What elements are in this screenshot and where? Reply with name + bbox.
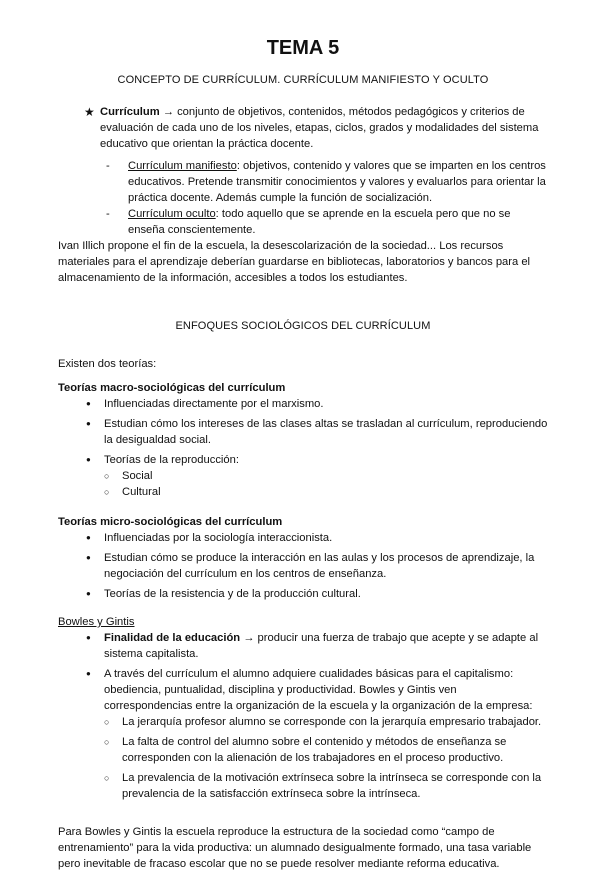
micro-heading: Teorías micro-sociológicas del currículum — [58, 516, 283, 528]
list-item: ● Teorías de la reproducción: ○ Social ○ Cultural — [86, 452, 548, 500]
macro-list — [58, 396, 548, 500]
circle-bullet-icon: ○ — [104, 487, 110, 497]
list-item: ● Finalidad de la educación → producir una fuerza de trabajo que acepte y se adapte al sistema capitalista. — [86, 632, 539, 660]
bullet-icon: ● — [86, 553, 91, 562]
curriculum-types-list — [106, 158, 548, 238]
list-item: ● Influenciadas directamente por el marxismo. — [86, 398, 324, 410]
list-item: ● A través del currículum el alumno adquiere cualidades básicas para el capitalismo: obediencia, puntualidad, disciplina y productividad. Bowles y Gintis ven correspondencias entre la organización de la escuela y la organización de la empresa: ○ La jerarquía profesor alumno se corresponde con la jerarquía empresario trabajador. ○ La falta de control del alumno sobre el contenido y métodos de enseñanza se corresponden con la alienación de los trabajadores en el proceso productivo. ○ La prevalencia de la motivación extrínseca sobre la intrínseca se corresponde con la prevalencia de la satisfacción extrínseca sobre la intrínseca. — [86, 666, 548, 802]
list-item: ○ La falta de control del alumno sobre el contenido y métodos de enseñanza se corresponden con la alienación de los trabajadores en el proceso productivo. — [104, 736, 507, 764]
closing-paragraph: Para Bowles y Gintis la escuela reproduce la estructura de la sociedad como “campo de entrenamiento” para la vida productiva: un alumnado desigualmente formado, una tasa variable pero inevitable de fracaso escolar que no se puede resolver mediante reforma educativa. — [58, 826, 532, 870]
bullet-icon: ● — [86, 455, 91, 464]
curriculum-definition-text: → conjunto de objetivos, contenidos, métodos pedagógicos y criterios de evaluación de cada uno de los niveles, etapas, ciclos, grados y modalidades del sistema educativo que orientan la práctica docente. — [100, 106, 539, 150]
list-item: ○ La prevalencia de la motivación extrínseca sobre la intrínseca se corresponde con la prevalencia de la satisfacción extrínseca sobre la intrínseca. — [104, 772, 542, 800]
oculto-term: Currículum oculto — [128, 208, 216, 220]
list-item: ● Estudian cómo los intereses de las clases altas se trasladan al currículum, reproduciendo la desigualdad social. — [86, 418, 548, 446]
bowles-list — [58, 630, 548, 802]
star-icon: ★ — [84, 105, 95, 119]
intro-text: Existen dos teorías: — [58, 358, 157, 370]
circle-bullet-icon: ○ — [104, 773, 110, 783]
curriculum-definition — [84, 104, 548, 152]
list-item: ○ Cultural — [104, 486, 161, 498]
bullet-icon: ● — [86, 399, 91, 408]
manifiesto-text: : objetivos, contenido y valores que se imparten en los centros educativos. Pretende transmitir conocimientos y valores y evaluarlos para orientar la práctica docente. Además cumple la función de socialización. — [128, 160, 546, 204]
bullet-icon: ● — [86, 669, 91, 678]
page-title: TEMA 5 — [266, 37, 340, 59]
bowles-gintis-heading: Bowles y Gintis — [58, 616, 135, 628]
list-item: ○ La jerarquía profesor alumno se corresponde con la jerarquía empresario trabajador. — [104, 716, 542, 728]
curriculum-term: Currículum — [100, 106, 160, 118]
circle-bullet-icon: ○ — [104, 737, 110, 747]
list-item: ● Teorías de la resistencia y de la producción cultural. — [86, 588, 361, 600]
oculto-text: : todo aquello que se aprende en la escuela pero que no se enseña conscientemente. — [128, 208, 511, 236]
section-subtitle: CONCEPTO DE CURRÍCULUM. CURRÍCULUM MANIFIESTO Y OCULTO — [117, 74, 489, 86]
bullet-icon: ● — [86, 589, 91, 598]
dash-icon: - — [106, 208, 110, 220]
micro-list — [58, 530, 548, 602]
list-item — [106, 206, 548, 238]
manifiesto-term: Currículum manifiesto — [128, 160, 237, 172]
list-item: ● Estudian cómo se produce la interacción en las aulas y los procesos de aprendizaje, la negociación del currículum en los centros de enseñanza. — [86, 552, 535, 580]
bullet-icon: ● — [86, 633, 91, 642]
circle-bullet-icon: ○ — [104, 717, 110, 727]
circle-bullet-icon: ○ — [104, 471, 110, 481]
list-item: ○ Social — [104, 470, 153, 482]
illich-paragraph: Ivan Illich propone el fin de la escuela, la desescolarización de la sociedad... Los recursos materiales para el aprendizaje deberían guardarse en bibliotecas, laboratorios y bancos para el almacenamiento de la información, accesibles a todos los estudiantes. — [58, 240, 531, 284]
bullet-icon: ● — [86, 533, 91, 542]
section-title: ENFOQUES SOCIOLÓGICOS DEL CURRÍCULUM — [175, 320, 431, 332]
correspondences-sublist — [86, 714, 548, 802]
list-item — [106, 158, 548, 206]
dash-icon: - — [106, 160, 110, 172]
finalidad-term: Finalidad de la educación — [104, 632, 241, 644]
bullet-icon: ● — [86, 419, 91, 428]
macro-heading: Teorías macro-sociológicas del currículum — [58, 382, 286, 394]
reproduction-sublist — [86, 468, 548, 500]
list-item: ● Influenciadas por la sociología interaccionista. — [86, 532, 333, 544]
